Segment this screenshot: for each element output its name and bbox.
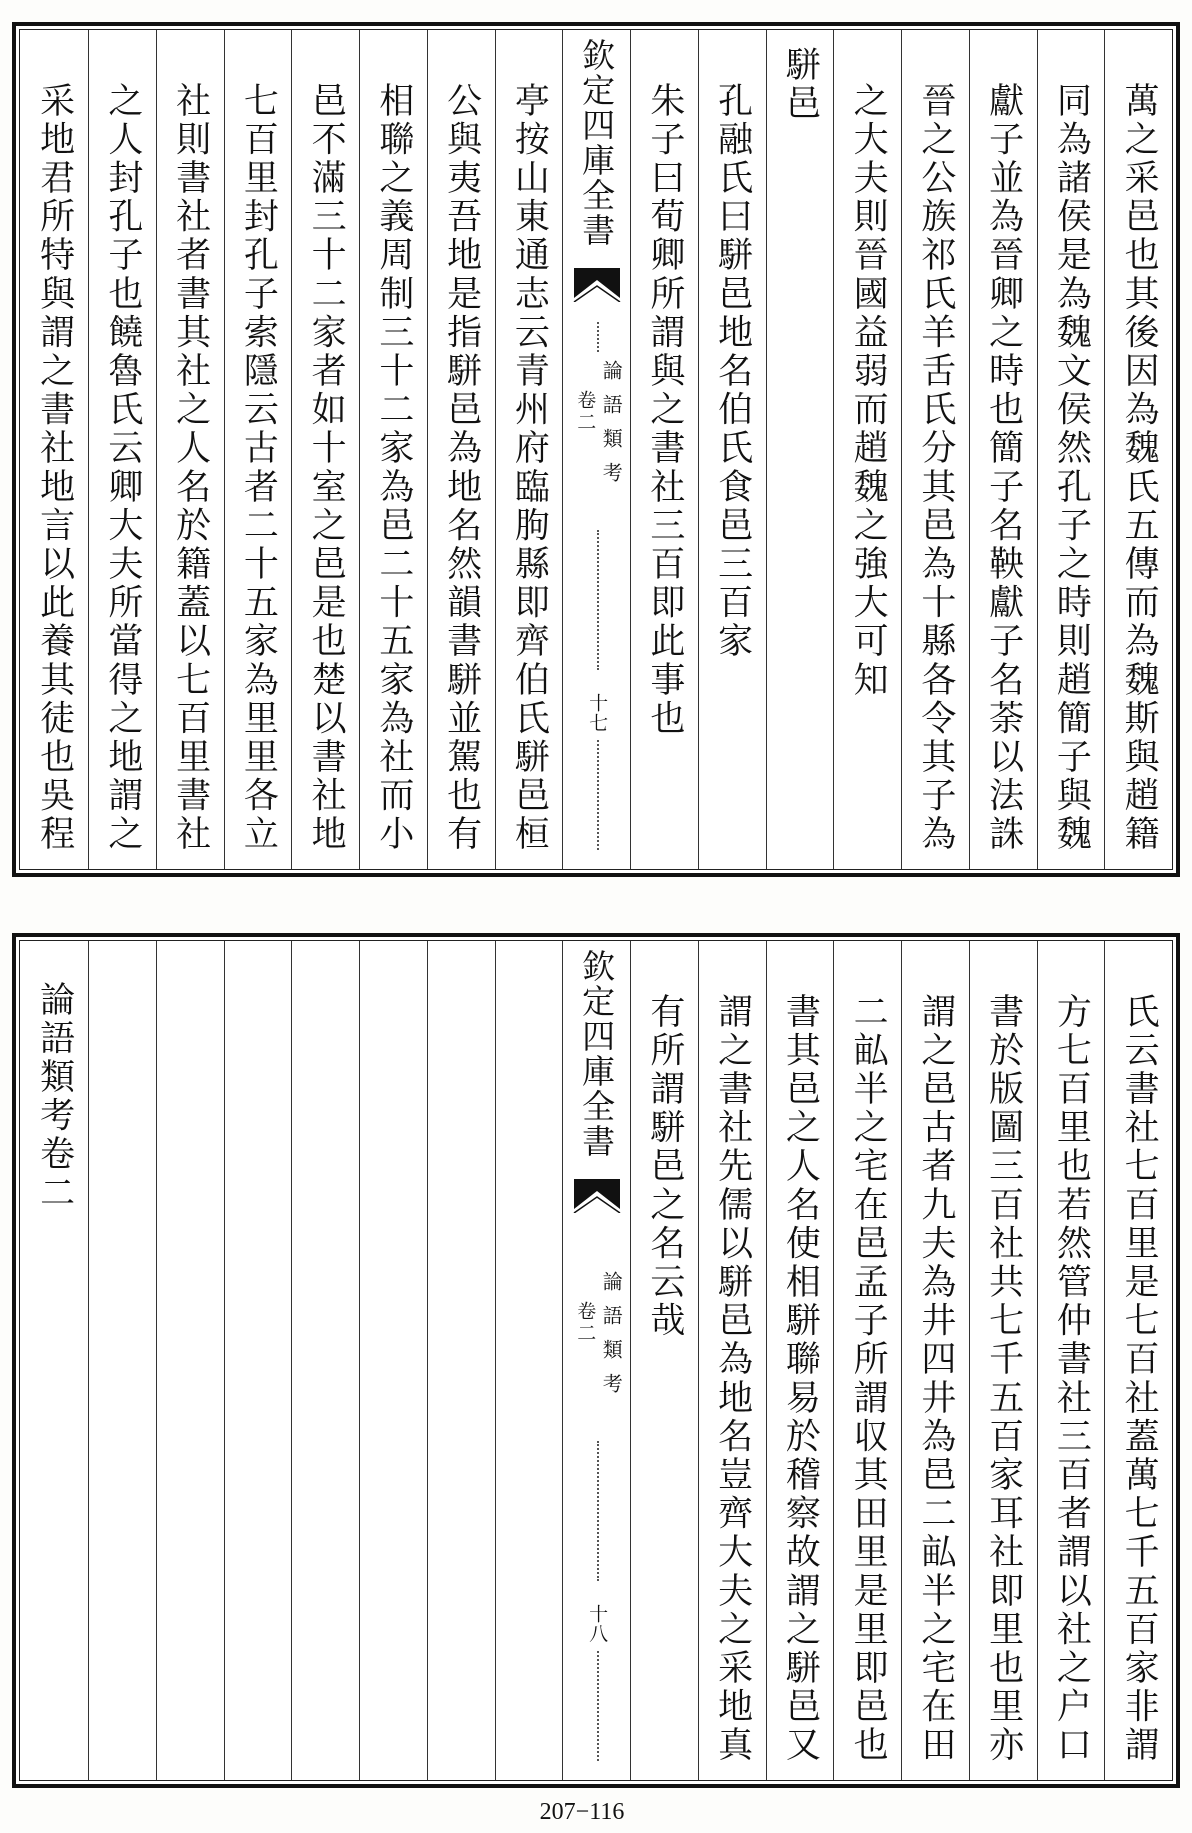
text-column — [901, 30, 969, 869]
section-heading: 駢邑 — [780, 46, 821, 124]
column-text: 七百里封孔子索隱云古者二十五家為里里各立 — [238, 82, 279, 854]
page-number: 十八 — [586, 1604, 609, 1644]
column-text: 邑不滿三十二家者如十室之邑是也楚以書社地 — [306, 82, 347, 854]
text-column — [901, 941, 969, 1780]
empty-column — [224, 941, 292, 1780]
page-footer-number: 207−116 — [539, 1799, 625, 1825]
text-column — [698, 941, 766, 1780]
column-text: 謂之邑古者九夫為井四井為邑二畆半之宅在田 — [915, 993, 956, 1765]
column-text: 公與夷吾地是指駢邑為地名然韻書駢並駕也有 — [441, 82, 482, 854]
text-column — [969, 30, 1037, 869]
half-page-top — [12, 22, 1180, 877]
volume-label: 卷二 — [574, 390, 597, 434]
column-text: 二畆半之宅在邑孟子所謂収其田里是里即邑也 — [848, 993, 889, 1765]
text-column — [630, 941, 698, 1780]
empty-column — [88, 941, 156, 1780]
text-column — [1037, 941, 1105, 1780]
column-text: 書其邑之人名使相駢聯易於稽察故謂之駢邑又 — [780, 993, 821, 1765]
text-column — [1104, 30, 1172, 869]
center-margin-column — [562, 941, 630, 1780]
column-text: 𠅘按山東通志云青州府臨朐縣即齊伯氏駢邑桓 — [509, 82, 550, 854]
text-column — [427, 30, 495, 869]
fishtail-mark-icon — [572, 1177, 622, 1213]
column-text: 之大夫則晉國益弱而趙魏之強大可知 — [848, 82, 889, 700]
text-column — [224, 30, 292, 869]
text-column — [359, 30, 427, 869]
dotted-rule — [597, 322, 599, 352]
empty-column — [291, 941, 359, 1780]
volume-label: 卷二 — [574, 1301, 597, 1345]
text-column — [1104, 941, 1172, 1780]
text-column — [833, 941, 901, 1780]
text-column — [495, 30, 563, 869]
text-column — [88, 30, 156, 869]
center-margin-column — [562, 30, 630, 869]
book-title: 論語類考 — [599, 360, 624, 496]
empty-column — [495, 941, 563, 1780]
column-text: 孔融氏曰駢邑地名伯氏食邑三百家 — [712, 82, 753, 661]
empty-column — [359, 941, 427, 1780]
collection-title: 欽定四庫全書 — [577, 38, 617, 248]
text-column — [698, 30, 766, 869]
volume-end-title-column — [20, 941, 88, 1780]
heading-column — [766, 30, 834, 869]
text-column — [156, 30, 224, 869]
column-text: 方七百里也若然管仲書社三百者謂以社之户口 — [1051, 993, 1092, 1765]
column-text: 書於版圖三百社共七千五百家耳社即里也里亦 — [983, 993, 1024, 1765]
text-column — [1037, 30, 1105, 869]
dotted-rule — [597, 1651, 599, 1761]
column-grid — [19, 940, 1173, 1781]
text-column — [969, 941, 1037, 1780]
half-page-bottom — [12, 933, 1180, 1788]
column-text: 獻子並為晉卿之時也簡子名鞅獻子名荼以法誅 — [983, 82, 1024, 854]
volume-end-title: 論語類考卷二 — [34, 981, 75, 1213]
empty-column — [156, 941, 224, 1780]
book-title: 論語類考 — [599, 1271, 624, 1407]
column-text: 氏云書社七百里是七百社蓋萬七千五百家非謂 — [1119, 993, 1160, 1765]
dotted-rule — [597, 1441, 599, 1581]
column-text: 社則書社者書其社之人名於籍蓋以七百里書社 — [170, 82, 211, 854]
text-column — [20, 30, 88, 869]
column-text: 采地君所特與謂之書社地言以此養其徒也吳程 — [34, 82, 75, 854]
text-column — [291, 30, 359, 869]
column-text: 朱子曰荀卿所謂與之書社三百即此事也 — [644, 82, 685, 739]
column-text: 同為諸侯是為魏文侯然孔子之時則趙簡子與魏 — [1051, 82, 1092, 854]
column-text: 相聯之義周制三十二家為邑二十五家為社而小 — [373, 82, 414, 854]
text-column — [630, 30, 698, 869]
column-text: 之人封孔子也饒魯氏云卿大夫所當得之地謂之 — [102, 82, 143, 854]
page-number: 十七 — [586, 693, 609, 733]
text-column — [833, 30, 901, 869]
dotted-rule — [597, 530, 599, 670]
column-text: 有所謂駢邑之名云哉 — [644, 993, 685, 1341]
column-text: 晉之公族祁氏羊舌氏分其邑為十縣各令其子為 — [915, 82, 956, 854]
column-grid — [19, 29, 1173, 870]
column-text: 謂之書社先儒以駢邑為地名豈齊大夫之采地真 — [712, 993, 753, 1765]
empty-column — [427, 941, 495, 1780]
collection-title: 欽定四庫全書 — [577, 949, 617, 1159]
fishtail-mark-icon — [572, 266, 622, 302]
dotted-rule — [597, 740, 599, 850]
column-text: 萬之采邑也其後因為魏氏五傳而為魏斯與趙籍 — [1119, 82, 1160, 854]
text-column — [766, 941, 834, 1780]
